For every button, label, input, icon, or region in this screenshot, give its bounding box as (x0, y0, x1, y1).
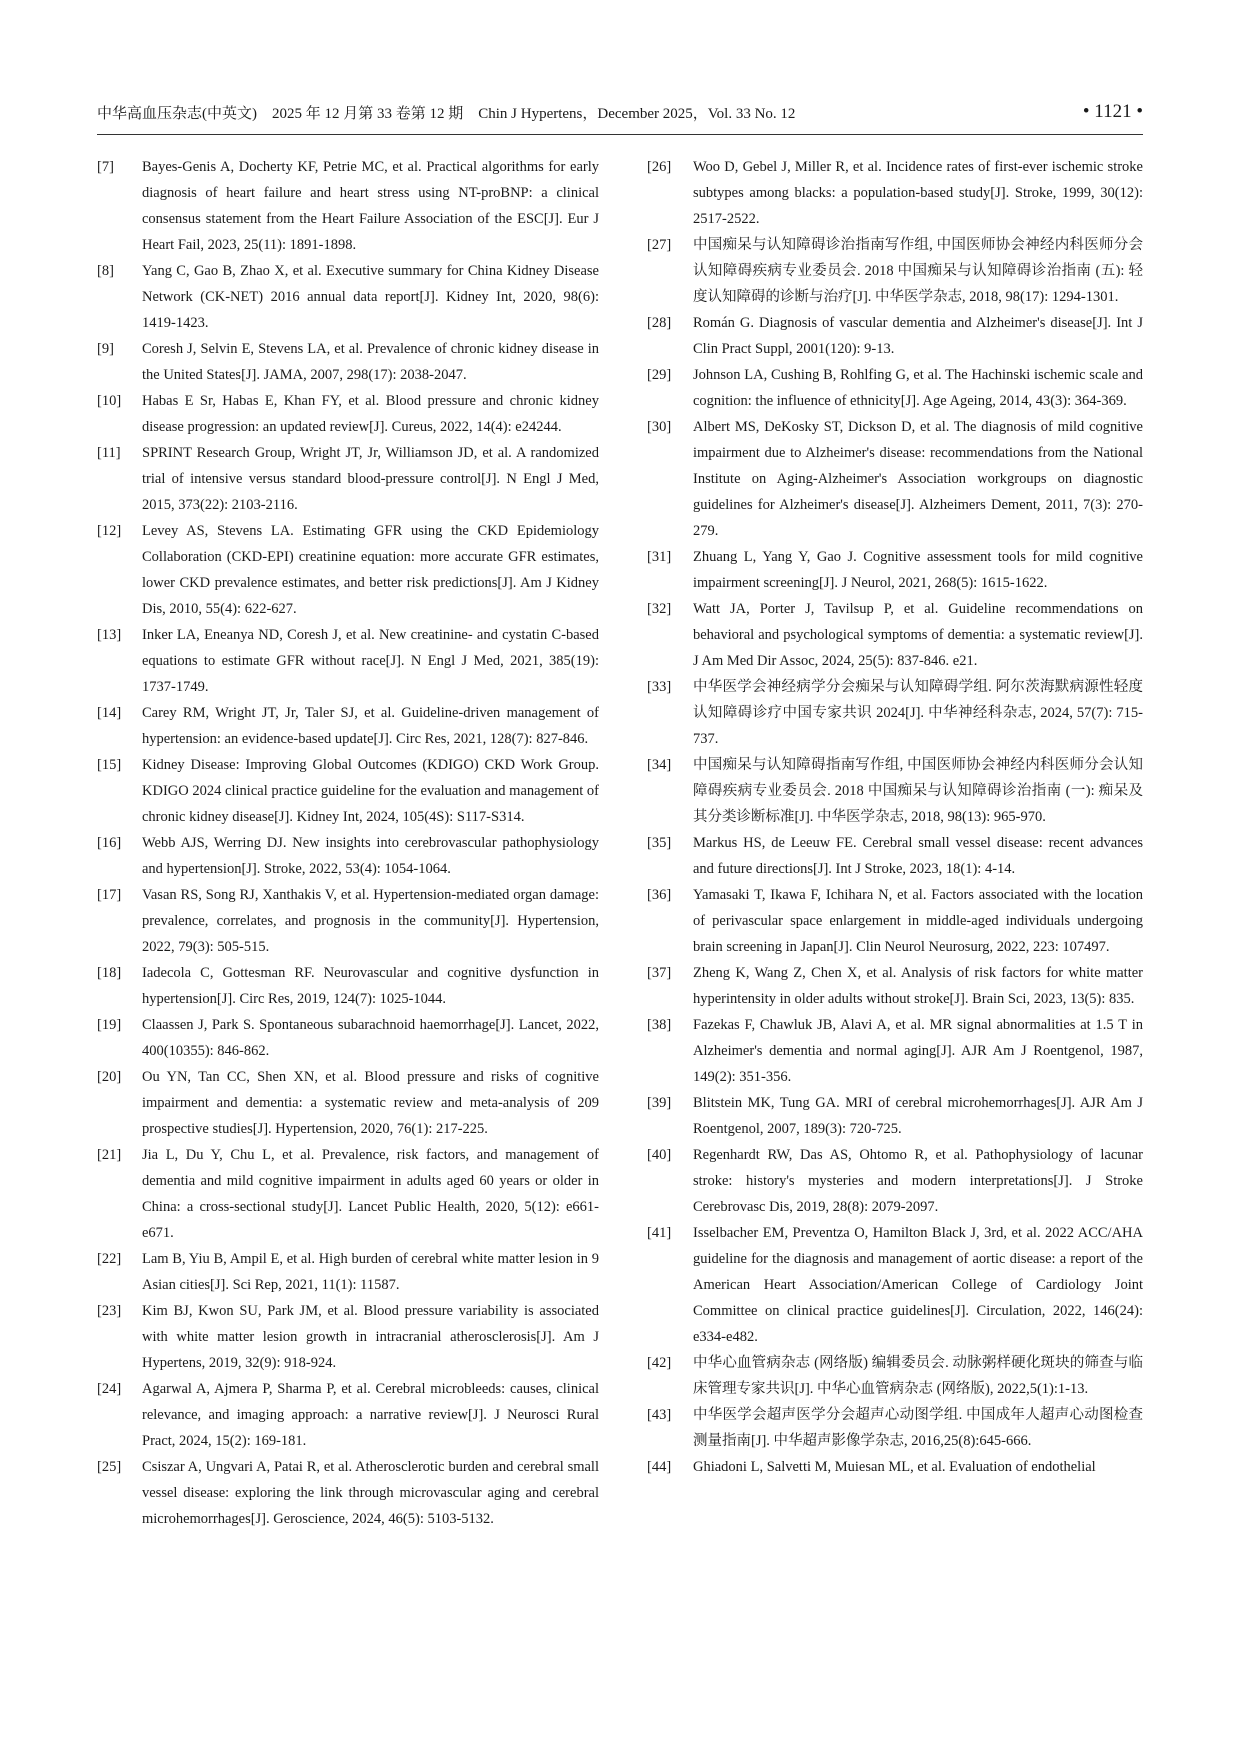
reference-number: [8] (97, 263, 114, 279)
reference-text: Claassen J, Park S. Spontaneous subarachnoid haemorrhage[J]. Lancet, 2022, 400(10355): 846-862. (142, 1017, 599, 1059)
reference-number: [33] (647, 679, 672, 695)
reference-text: Carey RM, Wright JT, Jr, Taler SJ, et al. Guideline-driven management of hypertension: an evidence-based update[J]. Circ Res, 2021, 128(7): 827-846. (142, 705, 599, 747)
reference-item (647, 596, 1143, 674)
reference-number: [23] (97, 1303, 122, 1319)
reference-item (647, 544, 1143, 596)
reference-item (647, 362, 1143, 414)
reference-item (647, 882, 1143, 960)
reference-number: [24] (97, 1381, 122, 1397)
reference-column-left (97, 154, 599, 1532)
reference-item (97, 960, 599, 1012)
reference-item (647, 960, 1143, 1012)
reference-number: [14] (97, 705, 122, 721)
reference-text: Jia L, Du Y, Chu L, et al. Prevalence, risk factors, and management of dementia and mild cognitive impairment in adults aged 60 years or older in China: a cross-sectional study[J]. Lancet Public Health, 2020, 5(12): e661-e671. (142, 1147, 599, 1241)
reference-item (97, 700, 599, 752)
reference-number: [15] (97, 757, 122, 773)
reference-text: Watt JA, Porter J, Tavilsup P, et al. Guideline recommendations on behavioral and psychological symptoms of dementia: a systematic review[J]. J Am Med Dir Assoc, 2024, 25(5): 837-846. e21. (693, 601, 1143, 669)
reference-item (97, 622, 599, 700)
reference-text: Román G. Diagnosis of vascular dementia and Alzheimer's disease[J]. Int J Clin Pract Suppl, 2001(120): 9-13. (693, 315, 1143, 357)
reference-number: [35] (647, 835, 672, 851)
reference-text: Zheng K, Wang Z, Chen X, et al. Analysis of risk factors for white matter hyperintensity in older adults without stroke[J]. Brain Sci, 2023, 13(5): 835. (693, 965, 1143, 1007)
reference-text: Ghiadoni L, Salvetti M, Muiesan ML, et al. Evaluation of endothelial (693, 1459, 1096, 1475)
reference-item (647, 1142, 1143, 1220)
reference-text: 中华心血管病杂志 (网络版) 编辑委员会. 动脉粥样硬化斑块的筛查与临床管理专家共识[J]. 中华心血管病杂志 (网络版), 2022,5(1):1-13. (693, 1355, 1143, 1397)
reference-text: Coresh J, Selvin E, Stevens LA, et al. Prevalence of chronic kidney disease in the United States[J]. JAMA, 2007, 298(17): 2038-2047. (142, 341, 599, 383)
page-number: • 1121 • (1082, 101, 1143, 122)
reference-item (97, 154, 599, 258)
reference-number: [27] (647, 237, 672, 253)
reference-item (647, 1402, 1143, 1454)
reference-item (647, 310, 1143, 362)
reference-text: Habas E Sr, Habas E, Khan FY, et al. Blood pressure and chronic kidney disease progression: an updated review[J]. Cureus, 2022, 14(4): e24244. (142, 393, 599, 435)
reference-text: SPRINT Research Group, Wright JT, Jr, Williamson JD, et al. A randomized trial of intensive versus standard blood-pressure control[J]. N Engl J Med, 2015, 373(22): 2103-2116. (142, 445, 599, 513)
reference-number: [22] (97, 1251, 122, 1267)
reference-item (97, 1142, 599, 1246)
reference-column-right (647, 154, 1143, 1480)
reference-item (647, 232, 1143, 310)
reference-text: Webb AJS, Werring DJ. New insights into cerebrovascular pathophysiology and hypertension[J]. Stroke, 2022, 53(4): 1054-1064. (142, 835, 599, 877)
reference-text: Vasan RS, Song RJ, Xanthakis V, et al. Hypertension-mediated organ damage: prevalence, correlates, and prognosis in the community[J]. Hypertension, 2022, 79(3): 505-515. (142, 887, 599, 955)
reference-item (97, 440, 599, 518)
reference-text: 中国痴呆与认知障碍指南写作组, 中国医师协会神经内科医师分会认知障碍疾病专业委员会. 2018 中国痴呆与认知障碍诊治指南 (一): 痴呆及其分类诊断标准[J]. 中华医学杂志, 2018, 98(13): 965-970. (693, 757, 1143, 825)
reference-item (647, 414, 1143, 544)
reference-text: Fazekas F, Chawluk JB, Alavi A, et al. MR signal abnormalities at 1.5 T in Alzheimer's dementia and normal aging[J]. AJR Am J Roentgenol, 1987, 149(2): 351-356. (693, 1017, 1143, 1085)
reference-item (97, 1376, 599, 1454)
reference-number: [41] (647, 1225, 672, 1241)
journal-citation: 中华高血压杂志(中英文) 2025 年 12 月第 33 卷第 12 期 Chin J Hypertens，December 2025，Vol. 33 No. 12 (97, 106, 796, 122)
reference-text: Levey AS, Stevens LA. Estimating GFR using the CKD Epidemiology Collaboration (CKD-EPI) creatinine equation: more accurate GFR estimates, lower CKD prevalence estimates, and better risk predictions[J]. Am J Kidney Dis, 2010, 55(4): 622-627. (142, 523, 599, 617)
reference-item (97, 1246, 599, 1298)
header-rule (97, 134, 1143, 135)
reference-text: Inker LA, Eneanya ND, Coresh J, et al. New creatinine- and cystatin C-based equations to estimate GFR without race[J]. N Engl J Med, 2021, 385(19): 1737-1749. (142, 627, 599, 695)
reference-item (647, 1220, 1143, 1350)
reference-number: [9] (97, 341, 114, 357)
reference-number: [42] (647, 1355, 672, 1371)
reference-number: [19] (97, 1017, 122, 1033)
reference-number: [31] (647, 549, 672, 565)
reference-number: [36] (647, 887, 672, 903)
reference-number: [12] (97, 523, 122, 539)
reference-text: Lam B, Yiu B, Ampil E, et al. High burden of cerebral white matter lesion in 9 Asian cities[J]. Sci Rep, 2021, 11(1): 11587. (142, 1251, 599, 1293)
reference-text: Agarwal A, Ajmera P, Sharma P, et al. Cerebral microbleeds: causes, clinical relevance, and imaging approach: a narrative review[J]. J Neurosci Rural Pract, 2024, 15(2): 169-181. (142, 1381, 599, 1449)
reference-number: [43] (647, 1407, 672, 1423)
reference-item (97, 1012, 599, 1064)
reference-text: 中华医学会神经病学分会痴呆与认知障碍学组. 阿尔茨海默病源性轻度认知障碍诊疗中国专家共识 2024[J]. 中华神经科杂志, 2024, 57(7): 715-737. (693, 679, 1143, 747)
reference-item (97, 752, 599, 830)
reference-text: Zhuang L, Yang Y, Gao J. Cognitive assessment tools for mild cognitive impairment screening[J]. J Neurol, 2021, 268(5): 1615-1622. (693, 549, 1143, 591)
reference-number: [40] (647, 1147, 672, 1163)
reference-item (97, 1064, 599, 1142)
reference-number: [10] (97, 393, 122, 409)
reference-item (97, 258, 599, 336)
reference-item (97, 518, 599, 622)
reference-number: [26] (647, 159, 672, 175)
reference-item (97, 336, 599, 388)
reference-item (647, 674, 1143, 752)
reference-number: [20] (97, 1069, 122, 1085)
reference-text: Albert MS, DeKosky ST, Dickson D, et al. The diagnosis of mild cognitive impairment due to Alzheimer's disease: recommendations from the National Institute on Aging-Alzheimer's Association workgroups on diagnostic guidelines for Alzheimer's disease[J]. Alzheimers Dement, 2011, 7(3): 270-279. (693, 419, 1143, 539)
reference-text: Regenhardt RW, Das AS, Ohtomo R, et al. Pathophysiology of lacunar stroke: history's mysteries and modern interpretations[J]. J Stroke Cerebrovasc Dis, 2019, 28(8): 2079-2097. (693, 1147, 1143, 1215)
reference-text: Johnson LA, Cushing B, Rohlfing G, et al. The Hachinski ischemic scale and cognition: the influence of ethnicity[J]. Age Ageing, 2014, 43(3): 364-369. (693, 367, 1143, 409)
reference-text: Yamasaki T, Ikawa F, Ichihara N, et al. Factors associated with the location of perivascular space enlargement in middle-aged individuals undergoing brain screening in Japan[J]. Clin Neurol Neurosurg, 2022, 223: 107497. (693, 887, 1143, 955)
reference-number: [25] (97, 1459, 122, 1475)
reference-text: Kidney Disease: Improving Global Outcomes (KDIGO) CKD Work Group. KDIGO 2024 clinical practice guideline for the evaluation and management of chronic kidney disease[J]. Kidney Int, 2024, 105(4S): S117-S314. (142, 757, 599, 825)
reference-text: Blitstein MK, Tung GA. MRI of cerebral microhemorrhages[J]. AJR Am J Roentgenol, 2007, 189(3): 720-725. (693, 1095, 1143, 1137)
reference-item (647, 154, 1143, 232)
reference-text: 中华医学会超声医学分会超声心动图学组. 中国成年人超声心动图检查测量指南[J]. 中华超声影像学杂志, 2016,25(8):645-666. (693, 1407, 1143, 1449)
reference-text: Kim BJ, Kwon SU, Park JM, et al. Blood pressure variability is associated with white matter lesion growth in intracranial atherosclerosis[J]. Am J Hypertens, 2019, 32(9): 918-924. (142, 1303, 599, 1371)
reference-item (647, 1350, 1143, 1402)
reference-text: Markus HS, de Leeuw FE. Cerebral small vessel disease: recent advances and future directions[J]. Int J Stroke, 2023, 18(1): 4-14. (693, 835, 1143, 877)
reference-number: [28] (647, 315, 672, 331)
reference-number: [44] (647, 1459, 672, 1475)
reference-item (97, 388, 599, 440)
reference-item (97, 882, 599, 960)
reference-item (647, 1090, 1143, 1142)
reference-number: [16] (97, 835, 122, 851)
reference-item (97, 830, 599, 882)
reference-number: [30] (647, 419, 672, 435)
reference-item (647, 1454, 1143, 1480)
reference-number: [13] (97, 627, 122, 643)
reference-number: [21] (97, 1147, 122, 1163)
reference-number: [11] (97, 445, 121, 461)
reference-item (97, 1454, 599, 1532)
reference-item (647, 830, 1143, 882)
reference-text: Iadecola C, Gottesman RF. Neurovascular and cognitive dysfunction in hypertension[J]. Circ Res, 2019, 124(7): 1025-1044. (142, 965, 599, 1007)
running-header (97, 101, 1143, 127)
reference-number: [38] (647, 1017, 672, 1033)
reference-text: Bayes-Genis A, Docherty KF, Petrie MC, et al. Practical algorithms for early diagnosis of heart failure and heart stress using NT-proBNP: a clinical consensus statement from the Heart Failure Association of the ESC[J]. Eur J Heart Fail, 2023, 25(11): 1891-1898. (142, 159, 599, 253)
reference-number: [32] (647, 601, 672, 617)
reference-number: [29] (647, 367, 672, 383)
reference-number: [34] (647, 757, 672, 773)
reference-number: [7] (97, 159, 114, 175)
reference-item (97, 1298, 599, 1376)
reference-text: Isselbacher EM, Preventza O, Hamilton Black J, 3rd, et al. 2022 ACC/AHA guideline for the diagnosis and management of aortic disease: a report of the American Heart Association/American College of Cardiology Joint Committee on clinical practice guidelines[J]. Circulation, 2022, 146(24): e334-e482. (693, 1225, 1143, 1345)
reference-text: Yang C, Gao B, Zhao X, et al. Executive summary for China Kidney Disease Network (CK-NET) 2016 annual data report[J]. Kidney Int, 2020, 98(6): 1419-1423. (142, 263, 599, 331)
reference-text: 中国痴呆与认知障碍诊治指南写作组, 中国医师协会神经内科医师分会认知障碍疾病专业委员会. 2018 中国痴呆与认知障碍诊治指南 (五): 轻度认知障碍的诊断与治疗[J]. 中华医学杂志, 2018, 98(17): 1294-1301. (693, 237, 1143, 305)
reference-item (647, 752, 1143, 830)
reference-text: Ou YN, Tan CC, Shen XN, et al. Blood pressure and risks of cognitive impairment and dementia: a systematic review and meta-analysis of 209 prospective studies[J]. Hypertension, 2020, 76(1): 217-225. (142, 1069, 599, 1137)
reference-text: Woo D, Gebel J, Miller R, et al. Incidence rates of first-ever ischemic stroke subtypes among blacks: a population-based study[J]. Stroke, 1999, 30(12): 2517-2522. (693, 159, 1143, 227)
reference-item (647, 1012, 1143, 1090)
reference-number: [18] (97, 965, 122, 981)
reference-text: Csiszar A, Ungvari A, Patai R, et al. Atherosclerotic burden and cerebral small vessel disease: exploring the link through microvascular aging and cerebral microhemorrhages[J]. Geroscience, 2024, 46(5): 5103-5132. (142, 1459, 599, 1527)
reference-number: [17] (97, 887, 122, 903)
reference-number: [39] (647, 1095, 672, 1111)
reference-number: [37] (647, 965, 672, 981)
